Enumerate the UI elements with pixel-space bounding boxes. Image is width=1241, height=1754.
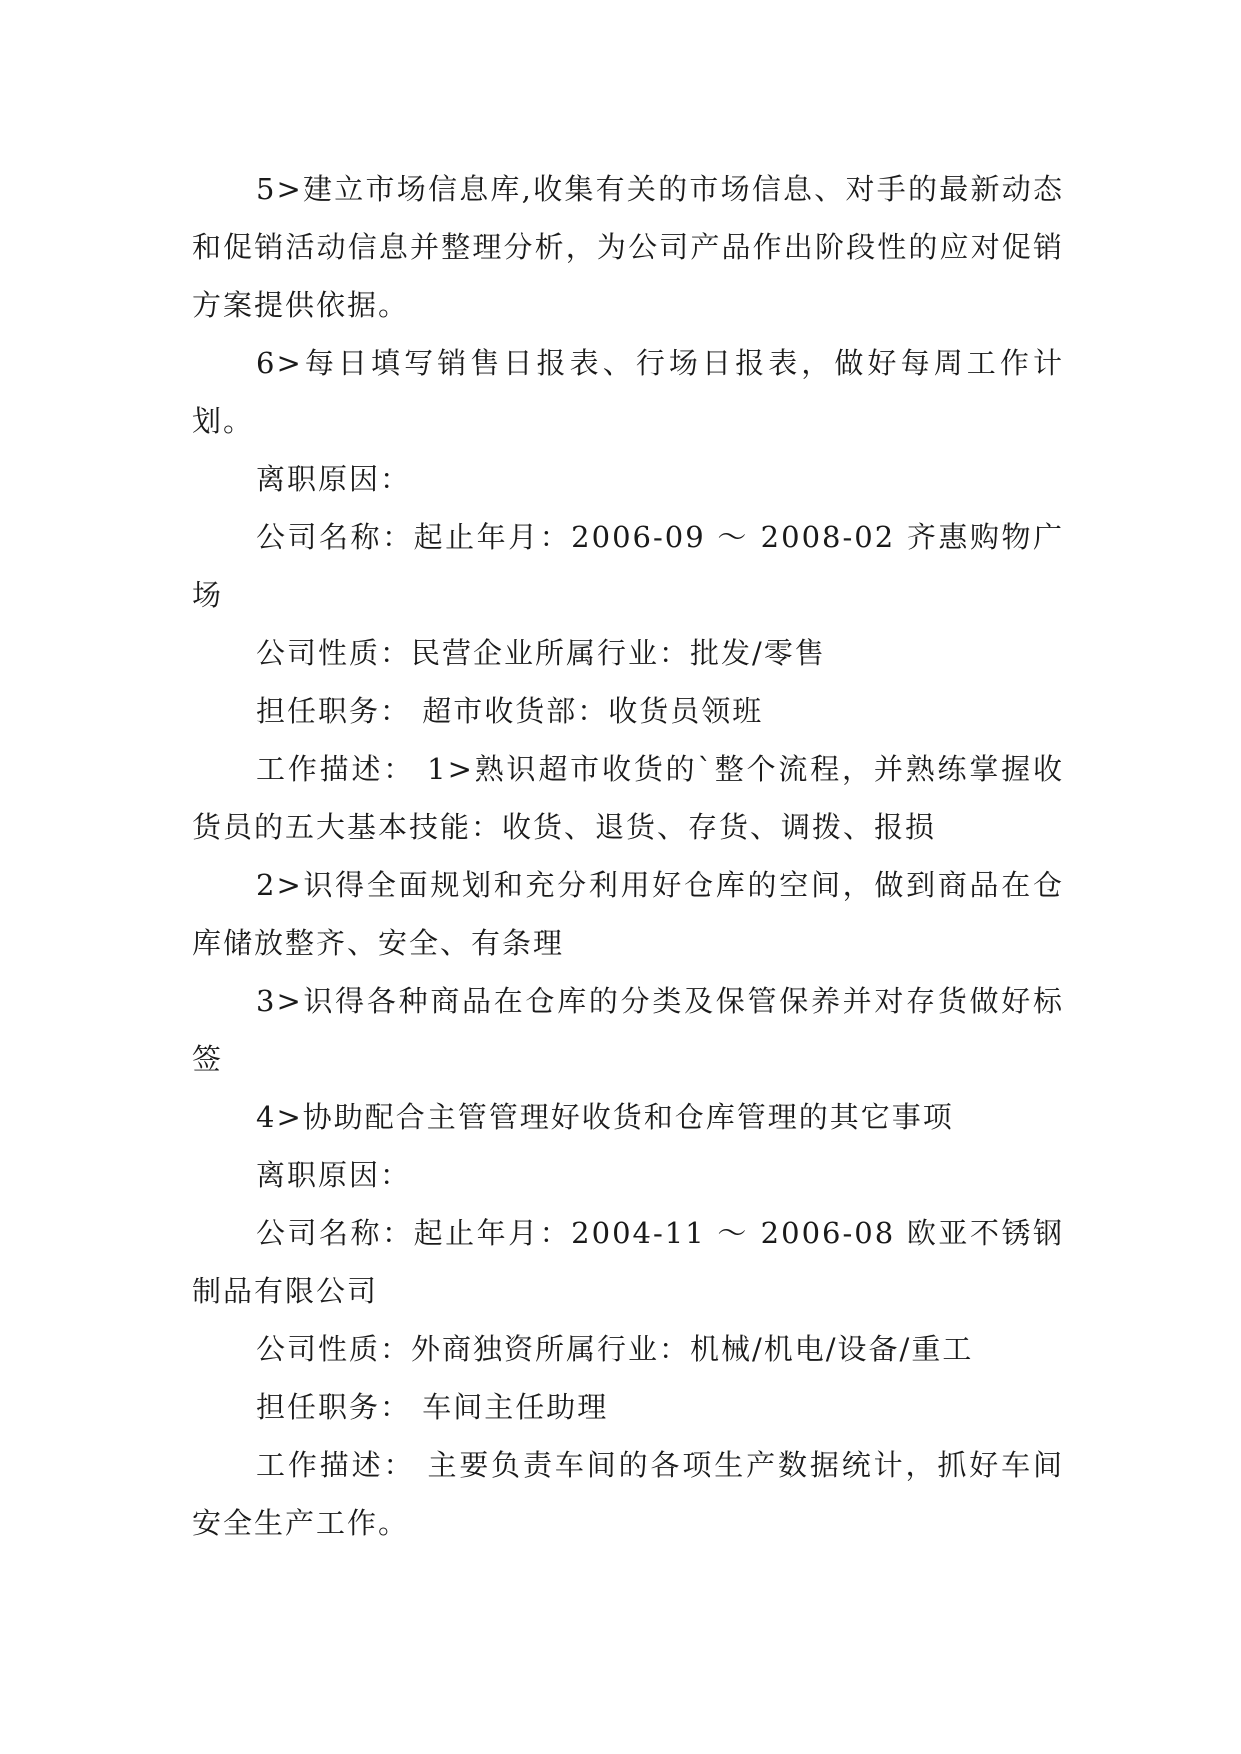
document-body (192, 160, 1064, 1552)
paragraph-market-info: 5>建立市场信息库,收集有关的市场信息、对手的最新动态和促销活动信息并整理分析，为公司产品作出阶段性的应对促销方案提供依据。 (192, 172, 1064, 322)
paragraph-job-description: 工作描述： 主要负责车间的各项生产数据统计，抓好车间安全生产工作。 (192, 1448, 1064, 1540)
paragraph-company-name: 公司名称：起止年月：2006-09 ～ 2008-02 齐惠购物广场 (192, 520, 1064, 612)
paragraph-company-type: 公司性质：民营企业所属行业：批发/零售 (256, 636, 826, 670)
paragraph-leave-reason: 离职原因： (256, 1158, 412, 1192)
paragraph-leave-reason: 离职原因： (256, 462, 412, 496)
paragraph-goods-classification: 3>识得各种商品在仓库的分类及保管保养并对存货做好标签 (192, 984, 1064, 1076)
paragraph-job-description: 工作描述： 1>熟识超市收货的`整个流程，并熟练掌握收货员的五大基本技能：收货、退货、存货、调拨、报损 (192, 752, 1064, 844)
paragraph-warehouse-planning: 2>识得全面规划和充分利用好仓库的空间，做到商品在仓库储放整齐、安全、有条理 (192, 868, 1064, 960)
paragraph-company-name: 公司名称：起止年月：2004-11 ～ 2006-08 欧亚不锈钢制品有限公司 (192, 1216, 1064, 1308)
paragraph-position: 担任职务： 超市收货部：收货员领班 (256, 694, 764, 728)
paragraph-position: 担任职务： 车间主任助理 (256, 1390, 609, 1424)
paragraph-daily-report: 6>每日填写销售日报表、行场日报表，做好每周工作计划。 (192, 346, 1064, 438)
paragraph-company-type: 公司性质：外商独资所属行业：机械/机电/设备/重工 (256, 1332, 974, 1366)
paragraph-assist-manager: 4>协助配合主管管理好收货和仓库管理的其它事项 (256, 1100, 954, 1134)
